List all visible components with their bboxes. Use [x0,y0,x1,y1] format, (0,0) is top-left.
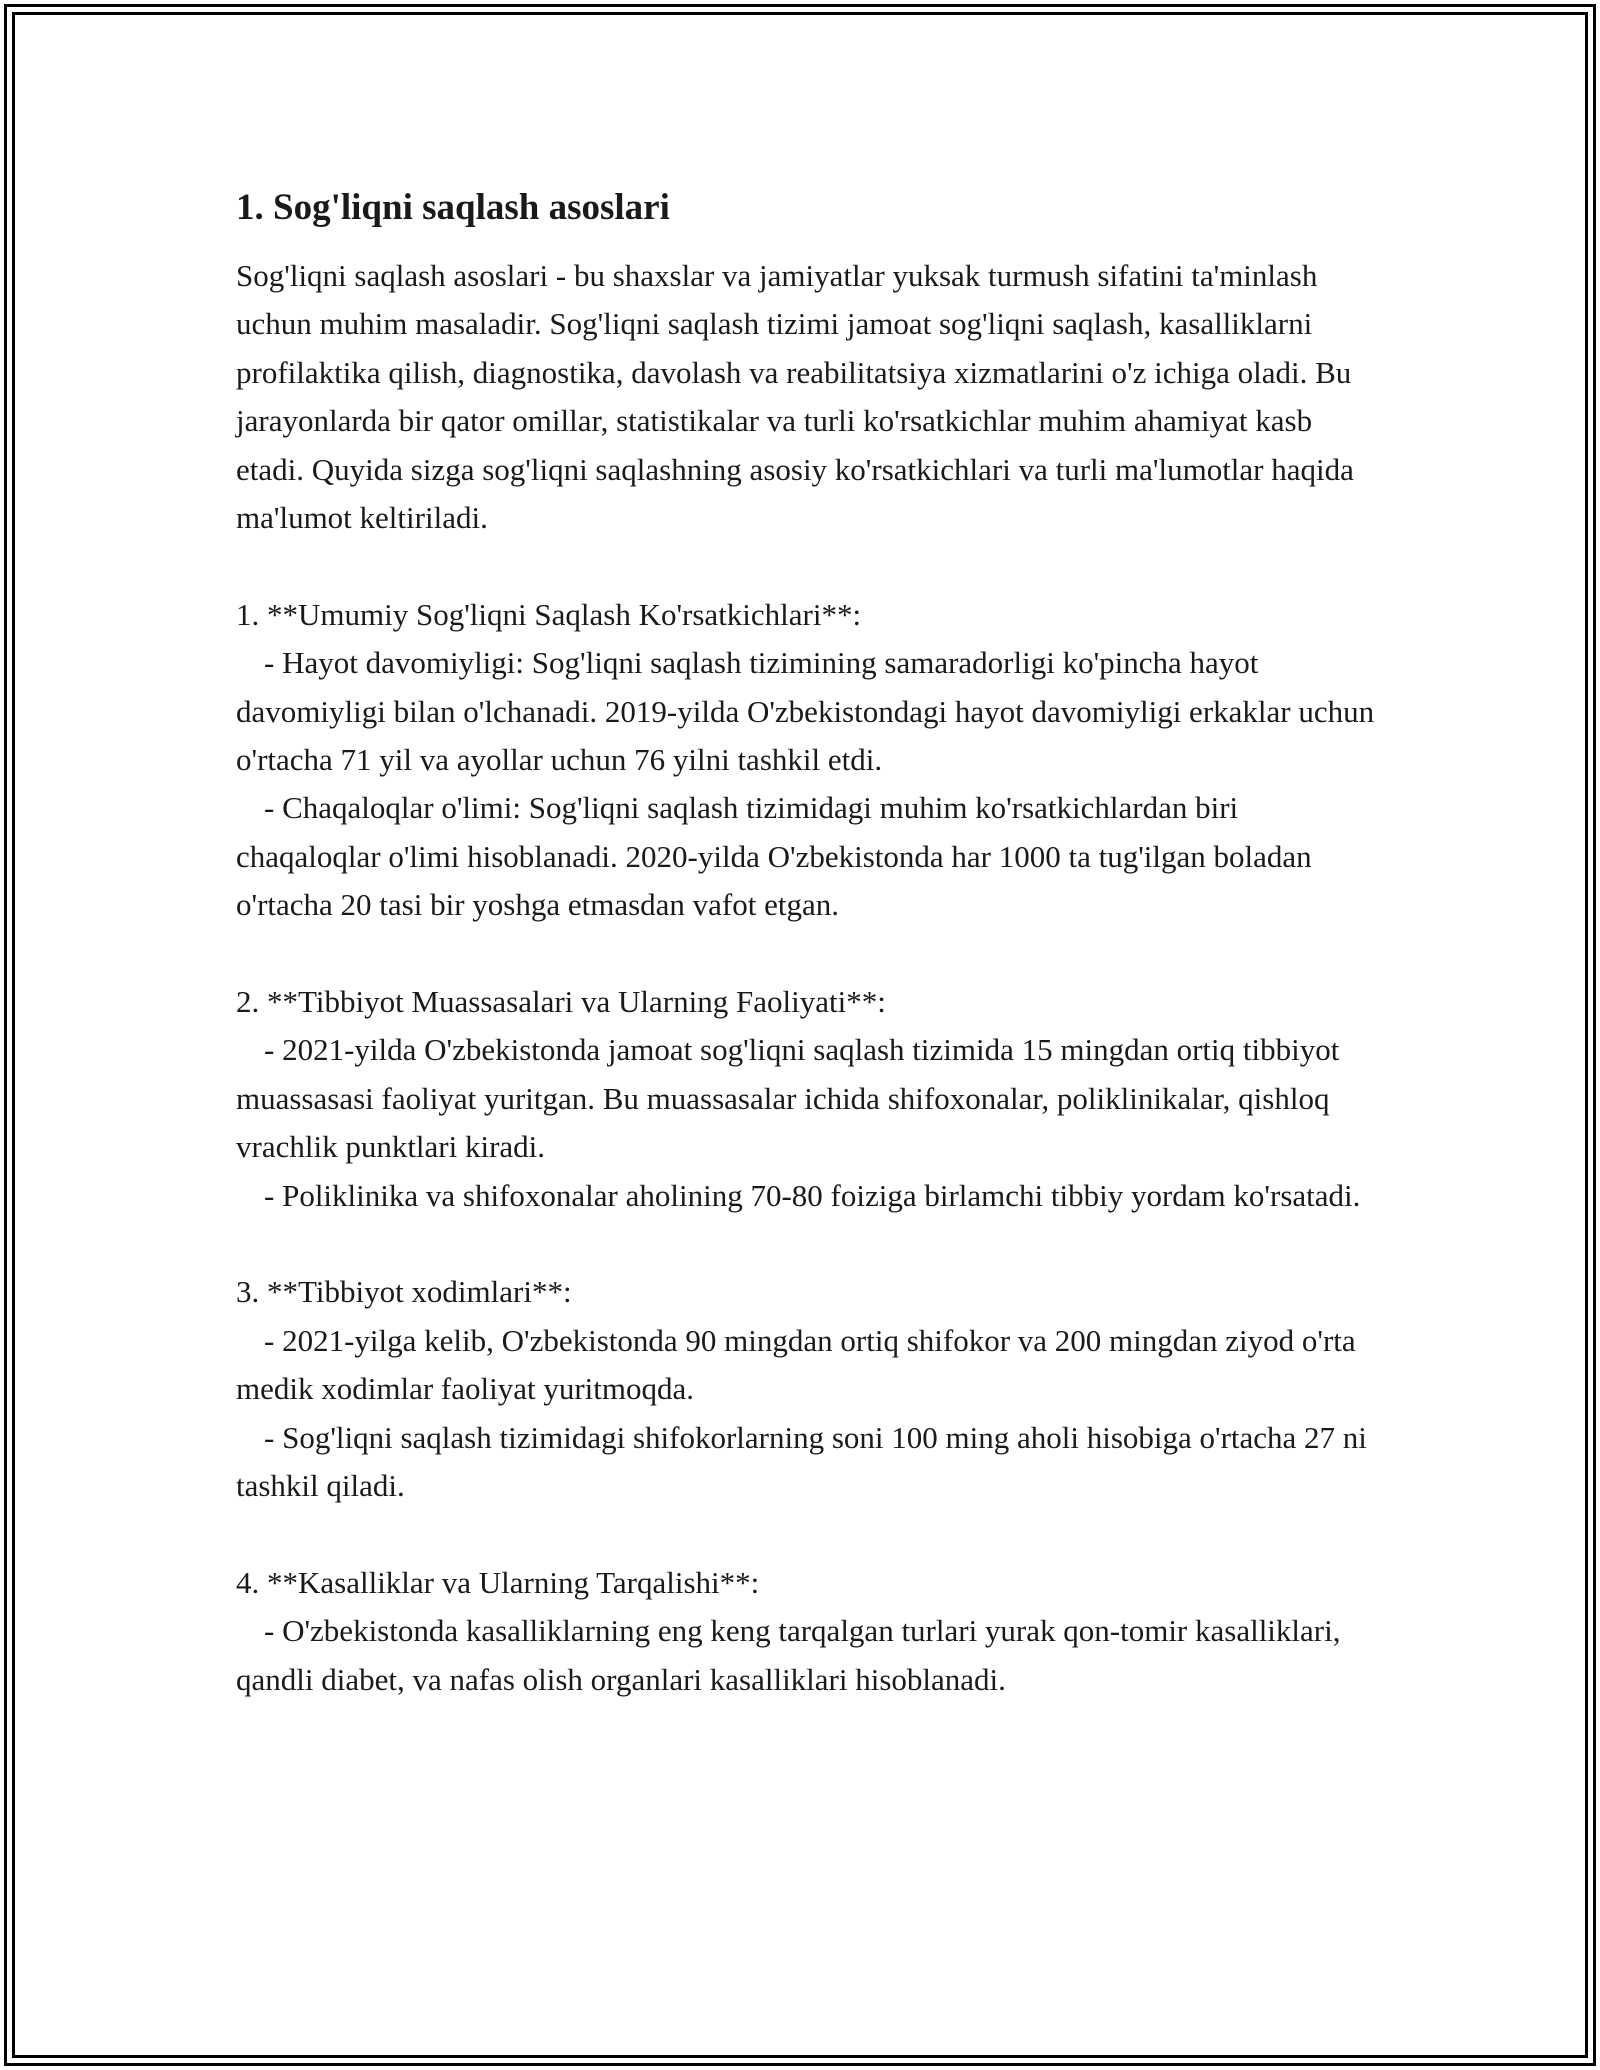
section-item: - Poliklinika va shifoxonalar aholining 70-80 foiziga birlamchi tibbiy yordam ko'rsatadi. [264,1177,1361,1213]
section-item: - Sog'liqni saqlash tizimidagi shifokorlarning soni 100 ming aholi hisobiga o'rtacha 27 ni tashkil qiladi. [236,1419,1367,1504]
section-spacer [236,1511,1376,1559]
section-spacer [236,542,1376,590]
section-4 [236,1559,1376,1704]
section-heading: 2. **Tibbiyot Muassasalari va Ularning Faoliyati**: [236,984,886,1020]
section-spacer [236,1220,1376,1268]
section-3 [236,1268,1376,1510]
section-item: - Chaqaloqlar o'limi: Sog'liqni saqlash tizimidagi muhim ko'rsatkichlardan biri chaqaloqlar o'limi hisoblanadi. 2020-yilda O'zbekistonda har 1000 ta tug'ilgan boladan o'rtacha 20 tasi bir yoshga etmasdan vafot etgan. [236,790,1312,923]
section-heading: 1. **Umumiy Sog'liqni Saqlash Ko'rsatkichlari**: [236,596,862,632]
document-body [236,186,1376,1704]
section-item: - 2021-yilda O'zbekistonda jamoat sog'liqni saqlash tizimida 15 mingdan ortiq tibbiyot muassasasi faoliyat yuritgan. Bu muassasalar ichida shifoxonalar, poliklinikalar, qishloq vrachlik punktlari kiradi. [236,1032,1340,1165]
section-2 [236,978,1376,1220]
section-heading: 4. **Kasalliklar va Ularning Tarqalishi**: [236,1564,760,1600]
section-item: - O'zbekistonda kasalliklarning eng keng tarqalgan turlari yurak qon-tomir kasalliklari, qandli diabet, va nafas olish organlari kasalliklari hisoblanadi. [236,1613,1341,1697]
section-1 [236,591,1376,930]
section-heading: 3. **Tibbiyot xodimlari**: [236,1274,572,1310]
page-title: 1. Sog'liqni saqlash asoslari [236,187,670,228]
intro-paragraph: Sog'liqni saqlash asoslari - bu shaxslar va jamiyatlar yuksak turmush sifatini ta'minlash uchun muhim masaladir. Sog'liqni saqlash tizimi jamoat sog'liqni saqlash, kasalliklarni profilaktika qilish, diagnostika, davolash va reabilitatsiya xizmatlarini o'z ichiga oladi. Bu jarayonlarda bir qator omillar, statistikalar va turli ko'rsatkichlar muhim ahamiyat kasb etadi. Quyida sizga sog'liqni saqlashning asosiy ko'rsatkichlari va turli ma'lumotlar haqida ma'lumot keltiriladi. [236,258,1354,536]
section-item: - Hayot davomiyligi: Sog'liqni saqlash tizimining samaradorligi ko'pincha hayot davomiyligi bilan o'lchanadi. 2019-yilda O'zbekistondagi hayot davomiyligi erkaklar uchun o'rtacha 71 yil va ayollar uchun 76 yilni tashkil etdi. [236,645,1375,778]
section-spacer [236,930,1376,978]
section-item: - 2021-yilga kelib, O'zbekistonda 90 mingdan ortiq shifokor va 200 mingdan ziyod o'rta medik xodimlar faoliyat yuritmoqda. [236,1322,1356,1407]
